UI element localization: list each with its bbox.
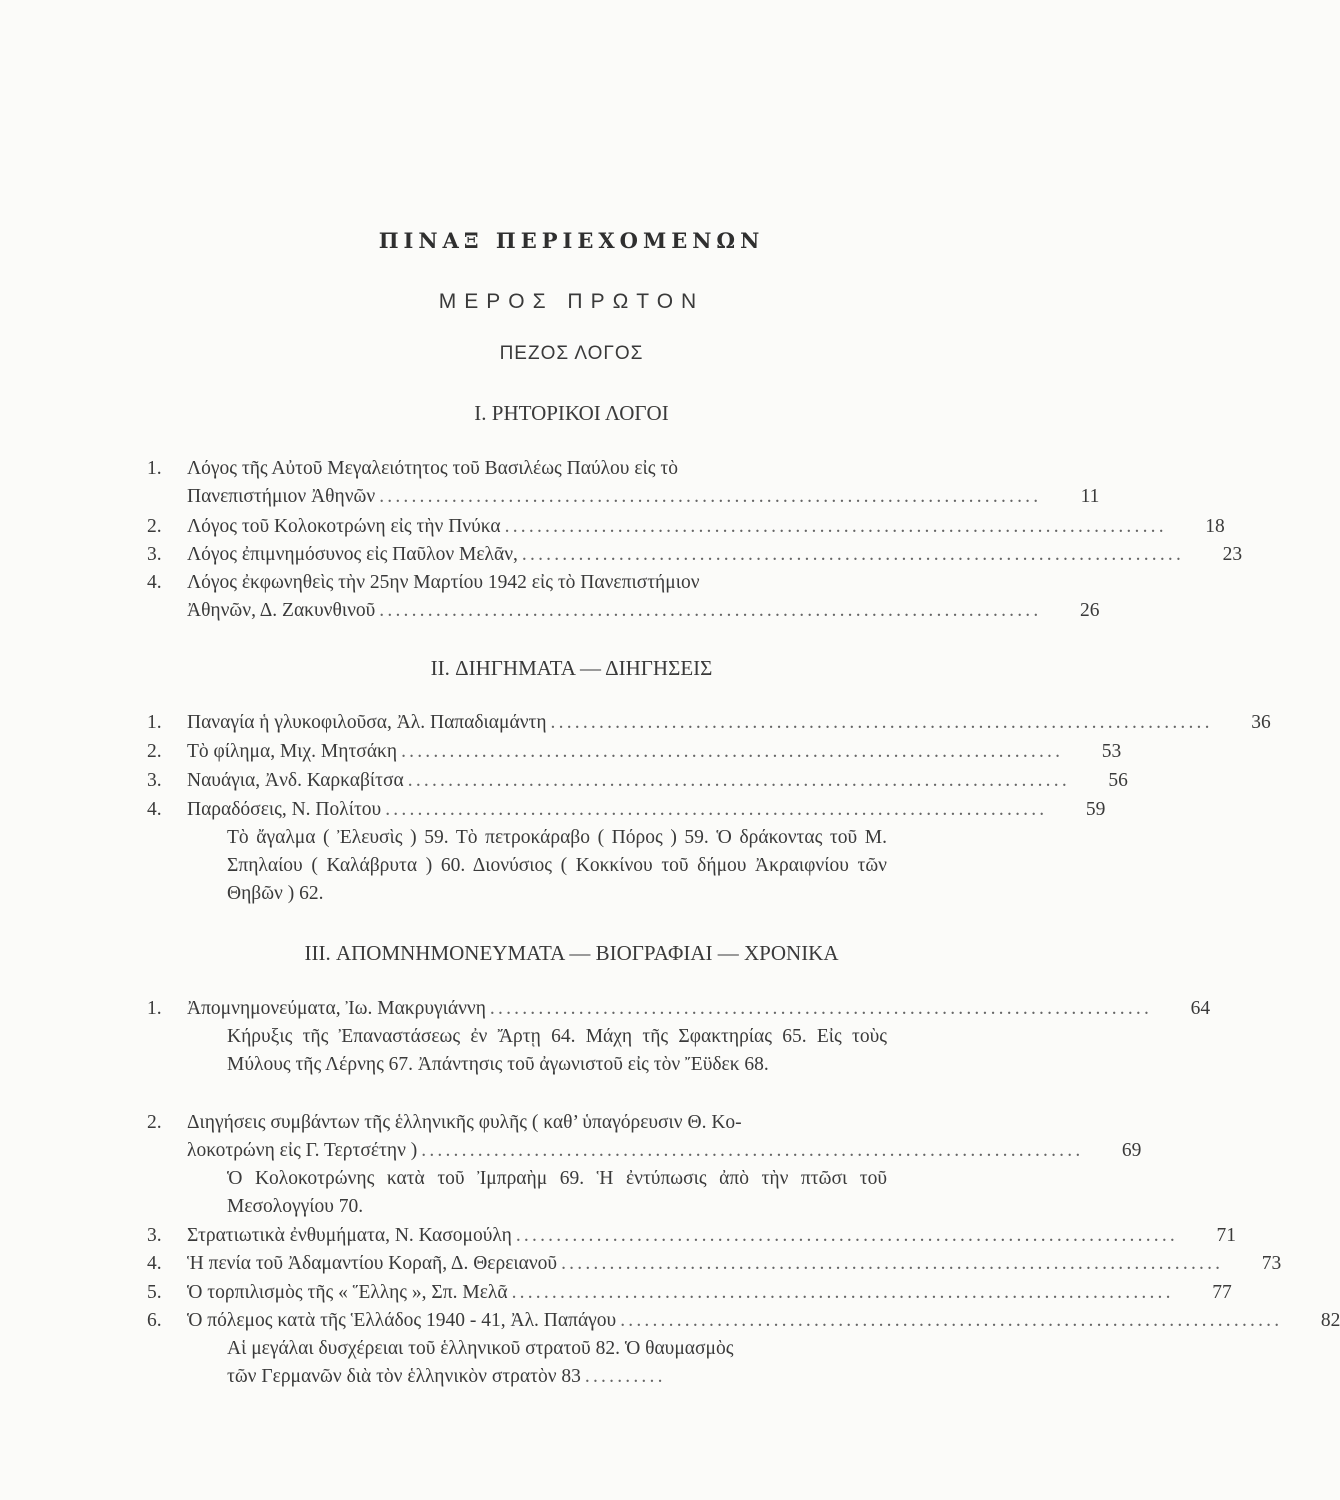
page-number: 64: [1190, 998, 1211, 1019]
page-title: ΠΙΝΑΞ ΠΕΡΙΕΧΟΜΕΝΩΝ: [378, 228, 765, 253]
section-heading-1: I. ΡΗΤΟΡΙΚΟΙ ΛΟΓΟΙ: [474, 401, 669, 425]
leader-dots: ..................................................................................: [550, 712, 1213, 733]
subpart-heading: ΠΕΖΟΣ ΛΟΓΟΣ: [499, 343, 644, 364]
toc-entry-3-2: 2. Διηγήσεις συμβάντων τῆς ἑλληνικῆς φυλῆς ( καθ’ ὑπαγόρευσιν Θ. Κο- λοκοτρώνη εἰς Γ. Τερτσέτην ) .................................................................................. 69 Ὁ Κολοκοτρώνης κατὰ τοῦ Ἰμπραὴμ 69. Ἡ ἐντύπωσις ἀπὸ τὴν πτῶσι τοῦ Μεσολογγίου 70.: [147, 1109, 977, 1221]
toc-entry-3-6: 6. Ὁ πόλεμος κατὰ τῆς Ἑλλάδος 1940 - 41, Ἀλ. Παπάγου .................................................................................. 82 Αἱ μεγάλαι δυσχέρειαι τοῦ ἑλληνικοῦ στρατοῦ 82. Ὁ θαυμασμὸς τῶν Γερμανῶν διὰ τὸν ἑλληνικὸν στρατὸν 83 ..........: [147, 1307, 977, 1391]
page-number: 56: [1108, 770, 1128, 791]
page-number: 77: [1212, 1282, 1232, 1303]
part-heading: ΜΕΡΟΣ ΠΡΩΤΟΝ: [438, 290, 705, 313]
page-number: 26: [1079, 600, 1100, 621]
leader-dots: ..................................................................................: [379, 486, 1042, 507]
section-heading-3: III. ΑΠΟΜΝΗΜΟΝΕΥΜΑΤΑ — ΒΙΟΓΡΑΦΙΑΙ — ΧΡΟΝΙΚΑ: [304, 941, 839, 965]
toc-entry-1-3: 3. Λόγος ἐπιμνημόσυνος εἰς Παῦλον Μελᾶν, .................................................................................. 23: [147, 541, 977, 569]
page-number: 69: [1121, 1140, 1142, 1161]
section-heading-2: II. ΔΙΗΓΗΜΑΤΑ — ΔΙΗΓΗΣΕΙΣ: [430, 656, 713, 680]
leader-dots: ..................................................................................: [401, 741, 1064, 762]
page-number: 59: [1085, 799, 1106, 820]
entry-subitems: Τὸ ἄγαλμα ( Ἐλευσὶς ) 59. Τὸ πετροκάραβο ( Πόρος ) 59. Ὁ δράκοντας τοῦ Μ. Σπηλαίου ( Καλάβρυτα ) 60. Διονύσιος ( Κοκκίνου τοῦ δήμου Ἀκραιφνίου τῶν Θηβῶν ) 62.: [227, 827, 887, 904]
entry-subitems: Κήρυξις τῆς Ἐπαναστάσεως ἐν Ἄρτῃ 64. Μάχη τῆς Σφακτηρίας 65. Εἰς τοὺς Μύλους τῆς Λέρνης 67. Ἀπάντησις τοῦ ἀγωνιστοῦ εἰς τὸν Ἔϋδεκ 68.: [227, 1026, 887, 1075]
leader-dots: ..................................................................................: [379, 600, 1042, 621]
page-number: 18: [1205, 516, 1225, 537]
toc-entry-2-2: 2. Τὸ φίλημα, Μιχ. Μητσάκη .................................................................................. 53: [147, 738, 977, 766]
entry-subitem-line: τῶν Γερμανῶν διὰ τὸν ἑλληνικὸν στρατὸν 83: [227, 1366, 581, 1387]
page-number: 11: [1080, 486, 1100, 507]
leader-dots: ..................................................................................: [511, 1282, 1174, 1303]
entry-subitems: Ὁ Κολοκοτρώνης κατὰ τοῦ Ἰμπραὴμ 69. Ἡ ἐντύπωσις ἀπὸ τὴν πτῶσι τοῦ Μεσολογγίου 70.: [227, 1168, 887, 1217]
leader-dots: ..................................................................................: [561, 1253, 1224, 1274]
leader-dots: ..........: [584, 1366, 666, 1387]
toc-entry-2-3: 3. Ναυάγια, Ἀνδ. Καρκαβίτσα .................................................................................. 56: [147, 767, 977, 795]
toc-entry-1-1: 1. Λόγος τῆς Αὐτοῦ Μεγαλειότητος τοῦ Βασιλέως Παύλου εἰς τὸ Πανεπιστήμιον Ἀθηνῶν .................................................................................. 11: [147, 455, 977, 511]
toc-entry-3-4: 4. Ἡ πενία τοῦ Ἀδαμαντίου Κοραῆ, Δ. Θερειανοῦ .................................................................................. 73: [147, 1250, 977, 1278]
leader-dots: ..................................................................................: [504, 516, 1167, 537]
leader-dots: ..................................................................................: [489, 998, 1153, 1019]
page-number: 23: [1222, 544, 1243, 565]
toc-entry-1-4: 4. Λόγος ἐκφωνηθεὶς τὴν 25ην Μαρτίου 1942 εἰς τὸ Πανεπιστήμιον Ἀθηνῶν, Δ. Ζακυνθινοῦ .................................................................................. 26: [147, 569, 977, 625]
leader-dots: ..................................................................................: [385, 799, 1048, 820]
page-number: 73: [1261, 1253, 1282, 1274]
toc-entry-3-1: 1. Ἀπομνημονεύματα, Ἰω. Μακρυγιάννη .................................................................................. 64 Κήρυξις τῆς Ἐπαναστάσεως ἐν Ἄρτῃ 64. Μάχη τῆς Σφακτηρίας 65. Εἰς τοὺς Μύλους τῆς Λέρνης 67. Ἀπάντησις τοῦ ἀγωνιστοῦ εἰς τὸν Ἔϋδεκ 68.: [147, 995, 977, 1079]
leader-dots: ..................................................................................: [515, 1225, 1178, 1246]
leader-dots: ..................................................................................: [521, 544, 1185, 565]
leader-dots: ..................................................................................: [407, 770, 1070, 791]
page-number: 53: [1101, 741, 1122, 762]
leader-dots: ..................................................................................: [421, 1140, 1084, 1161]
page-number: 36: [1251, 712, 1271, 733]
page-number: 82: [1320, 1310, 1340, 1331]
page-number: 71: [1216, 1225, 1236, 1246]
toc-entry-2-4: 4. Παραδόσεις, Ν. Πολίτου .................................................................................. 59 Τὸ ἄγαλμα ( Ἐλευσὶς ) 59. Τὸ πετροκάραβο ( Πόρος ) 59. Ὁ δράκοντας τοῦ Μ. Σπηλαίου ( Καλάβρυτα ) 60. Διονύσιος ( Κοκκίνου τοῦ δήμου Ἀκραιφνίου τῶν Θηβῶν ) 62.: [147, 796, 977, 908]
toc-entry-2-1: 1. Παναγία ἡ γλυκοφιλοῦσα, Ἀλ. Παπαδιαμάντη .................................................................................. 36: [147, 709, 977, 737]
toc-entry-1-2: 2. Λόγος τοῦ Κολοκοτρώνη εἰς τὴν Πνύκα .................................................................................. 18: [147, 513, 977, 541]
toc-entry-3-5: 5. Ὁ τορπιλισμὸς τῆς « Ἕλλης », Σπ. Μελᾶ .................................................................................. 77: [147, 1279, 977, 1307]
toc-entry-3-3: 3. Στρατιωτικὰ ἐνθυμήματα, Ν. Κασομούλη .................................................................................. 71: [147, 1222, 977, 1250]
leader-dots: ..................................................................................: [620, 1310, 1283, 1331]
entry-subitem-line: Αἱ μεγάλαι δυσχέρειαι τοῦ ἑλληνικοῦ στρατοῦ 82. Ὁ θαυμασμὸς: [227, 1338, 734, 1359]
